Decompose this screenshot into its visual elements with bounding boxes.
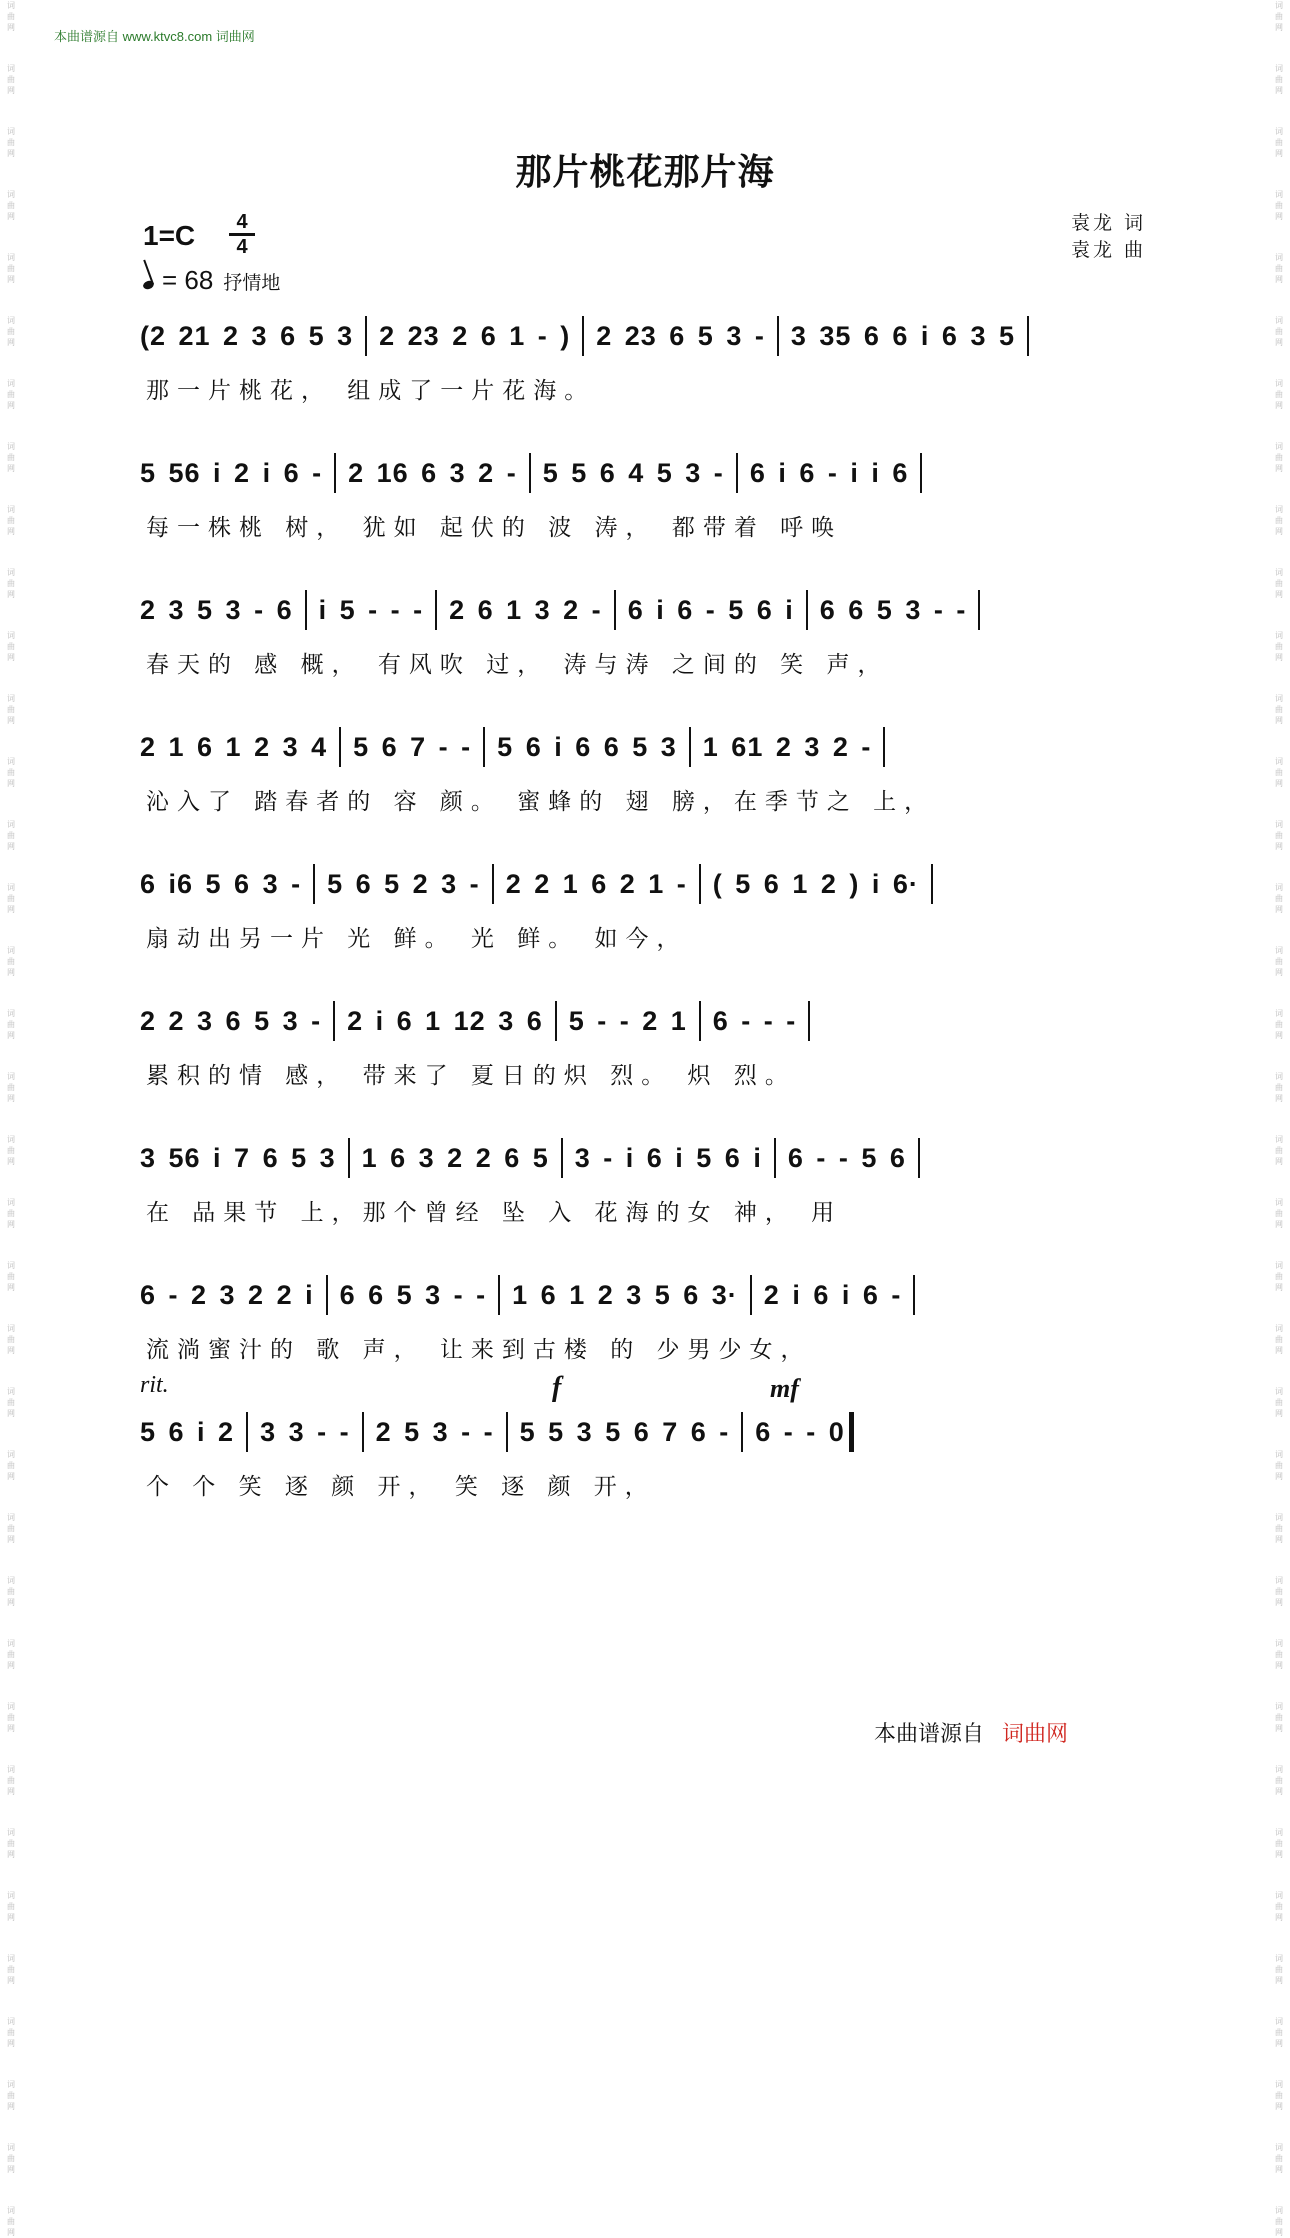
watermark-text: 词曲网 <box>1275 946 1283 977</box>
watermark-text: 词曲网 <box>7 505 15 536</box>
watermark-text: 词曲网 <box>7 2143 15 2174</box>
bar-line <box>582 316 584 356</box>
bar-line <box>918 1138 920 1178</box>
bar-line <box>689 727 691 767</box>
composer-credit: 袁龙 曲 <box>1070 239 1146 261</box>
watermark-text: 词曲网 <box>1275 2017 1283 2048</box>
score-system <box>140 711 1150 848</box>
ritardando-marking: rit. <box>140 1372 169 1398</box>
watermark-text: 词曲网 <box>7 1828 15 1859</box>
lyric-line: 累积的情 感， 带来了 夏日的炽 烈。 炽 烈。 <box>146 1063 796 1089</box>
measure: 2 23 2 6 1 - ) <box>379 320 571 351</box>
notes-row <box>140 300 1150 372</box>
lyric-line: 春天的 感 概， 有风吹 过， 涛与涛 之间的 笑 声， <box>146 652 889 678</box>
forte-marking: f <box>552 1372 562 1403</box>
lyric-line: 沁入了 踏春者的 容 颜。 蜜蜂的 翅 膀，在季节之 上， <box>146 789 936 815</box>
bar-line <box>362 1412 364 1452</box>
watermark-text: 词曲网 <box>7 2017 15 2048</box>
key-signature: 1=C <box>143 220 196 251</box>
score-system <box>140 985 1150 1122</box>
bar-line <box>529 453 531 493</box>
watermark-text: 词曲网 <box>1275 442 1283 473</box>
bar-line <box>334 453 336 493</box>
measure: 1 61 2 3 2 - <box>702 731 872 762</box>
notes-row <box>140 711 1150 783</box>
expression-marking: 抒情地 <box>223 272 281 294</box>
watermark-text: 词曲网 <box>1275 379 1283 410</box>
bar-line <box>561 1138 563 1178</box>
watermark-text: 词曲网 <box>7 883 15 914</box>
measure: 2 2 1 6 2 1 - <box>505 868 687 899</box>
watermark-text: 词曲网 <box>7 253 15 284</box>
watermark-text: 词曲网 <box>1275 1198 1283 1229</box>
watermark-text: 词曲网 <box>7 2206 15 2237</box>
notes-row <box>140 985 1150 1057</box>
source-line: 本曲谱源自 www.ktvc8.com 词曲网 <box>54 29 255 44</box>
watermark-text: 词曲网 <box>7 127 15 158</box>
watermark-text: 词曲网 <box>1275 1576 1283 1607</box>
measure: 5 6 i 2 <box>140 1416 235 1447</box>
time-signature <box>229 212 255 257</box>
lyric-line: 在 品果节 上，那个曾经 坠 入 花海的女 神， 用 <box>146 1200 843 1226</box>
watermark-text: 词曲网 <box>7 1387 15 1418</box>
bar-line <box>750 1275 752 1315</box>
measure: 6 i6 5 6 3 - <box>140 868 302 899</box>
bar-line <box>339 727 341 767</box>
watermark-text: 词曲网 <box>1275 127 1283 158</box>
bar-line <box>498 1275 500 1315</box>
footer-source <box>874 1717 1068 1748</box>
score-system <box>140 1122 1150 1259</box>
bar-line <box>741 1412 743 1452</box>
notes-row <box>140 574 1150 646</box>
watermark-text: 词曲网 <box>7 379 15 410</box>
measure: 2 6 1 3 2 - <box>449 594 602 625</box>
watermark-text: 词曲网 <box>1275 568 1283 599</box>
watermark-text: 词曲网 <box>7 64 15 95</box>
credits <box>1071 210 1146 264</box>
score-system <box>140 437 1150 574</box>
lyric-line: 扇动出另一片 光 鲜。 光 鲜。 如今， <box>146 926 688 952</box>
right-watermark-strip <box>1268 0 1290 2237</box>
watermark-text: 词曲网 <box>1275 820 1283 851</box>
watermark-text: 词曲网 <box>1275 316 1283 347</box>
measure: 6 i 6 - 5 6 i <box>627 594 794 625</box>
watermark-text: 词曲网 <box>7 1324 15 1355</box>
bar-line <box>1027 316 1029 356</box>
score-system <box>140 1259 1150 1396</box>
watermark-text: 词曲网 <box>1275 1891 1283 1922</box>
watermark-text: 词曲网 <box>1275 1135 1283 1166</box>
measure: 6 - - 0 <box>755 1416 845 1447</box>
measure: 3 - i 6 i 5 6 i <box>574 1142 762 1173</box>
bar-line <box>348 1138 350 1178</box>
watermark-text: 词曲网 <box>7 1072 15 1103</box>
bar-line <box>614 590 616 630</box>
watermark-text: 词曲网 <box>7 1 15 32</box>
score-system <box>140 848 1150 985</box>
bar-line <box>978 590 980 630</box>
bar-line <box>806 590 808 630</box>
bar-line <box>774 1138 776 1178</box>
bar-line <box>777 316 779 356</box>
bar-line <box>736 453 738 493</box>
measure: 1 6 1 2 3 5 6 3· <box>512 1279 738 1310</box>
watermark-text: 词曲网 <box>7 1891 15 1922</box>
watermark-text: 词曲网 <box>7 190 15 221</box>
watermark-text: 词曲网 <box>7 757 15 788</box>
watermark-text: 词曲网 <box>7 316 15 347</box>
bar-line <box>931 864 933 904</box>
watermark-text: 词曲网 <box>1275 2143 1283 2174</box>
measure: 5 5 6 4 5 3 - <box>542 457 724 488</box>
watermark-text: 词曲网 <box>1275 1009 1283 1040</box>
watermark-text: 词曲网 <box>7 1702 15 1733</box>
watermark-text: 词曲网 <box>1275 1387 1283 1418</box>
bar-line <box>313 864 315 904</box>
measure: 6 i 6 - i i 6 <box>749 457 909 488</box>
watermark-text: 词曲网 <box>7 820 15 851</box>
bar-line <box>333 1001 335 1041</box>
measure: 2 i 6 i 6 - <box>763 1279 902 1310</box>
notes-row <box>140 1122 1150 1194</box>
score-system <box>140 574 1150 711</box>
song-title: 那片桃花那片海 <box>515 152 775 193</box>
watermark-text: 词曲网 <box>7 442 15 473</box>
measure: 3 56 i 7 6 5 3 <box>140 1142 336 1173</box>
watermark-text: 词曲网 <box>7 1765 15 1796</box>
watermark-text: 词曲网 <box>7 1198 15 1229</box>
watermark-text: 词曲网 <box>7 1639 15 1670</box>
tempo-marking <box>143 265 280 296</box>
quarter-note-icon <box>142 279 155 290</box>
watermark-text: 词曲网 <box>7 1261 15 1292</box>
watermark-text: 词曲网 <box>1275 1072 1283 1103</box>
measure: 3 3 - - <box>260 1416 350 1447</box>
measure: 2 23 6 5 3 - <box>596 320 765 351</box>
bar-line <box>699 864 701 904</box>
footer-site-name: 词曲网 <box>1001 1722 1068 1747</box>
watermark-text: 词曲网 <box>7 694 15 725</box>
measure: 6 6 5 3 - - <box>339 1279 487 1310</box>
bar-line <box>849 1412 854 1452</box>
watermark-text: 词曲网 <box>1275 1261 1283 1292</box>
bar-line <box>246 1412 248 1452</box>
measure: 5 - - 2 1 <box>568 1005 687 1036</box>
watermark-text: 词曲网 <box>7 2080 15 2111</box>
score-system <box>140 300 1150 437</box>
watermark-text: 词曲网 <box>1275 64 1283 95</box>
watermark-text: 词曲网 <box>7 1135 15 1166</box>
bar-line <box>555 1001 557 1041</box>
watermark-text: 词曲网 <box>1275 505 1283 536</box>
tempo-value: = 68 <box>162 265 214 295</box>
bar-line <box>883 727 885 767</box>
lyric-line: 每一株桃 树， 犹如 起伏的 波 涛， 都带着 呼唤 <box>146 515 843 541</box>
measure: i 5 - - - <box>318 594 424 625</box>
watermark-text: 词曲网 <box>1275 1702 1283 1733</box>
watermark-text: 词曲网 <box>1275 1513 1283 1544</box>
measure: 5 6 i 6 6 5 3 <box>497 731 677 762</box>
measure: 2 3 5 3 - 6 <box>140 594 293 625</box>
footer-source-label: 本曲谱源自 <box>873 1722 984 1747</box>
watermark-text: 词曲网 <box>1275 190 1283 221</box>
lyric-line: 个 个 笑 逐 颜 开， 笑 逐 颜 开， <box>146 1474 656 1500</box>
lyric-line: 流淌蜜汁的 歌 声， 让来到古楼 的 少男少女， <box>146 1337 812 1363</box>
measure: 5 5 3 5 6 7 6 - <box>519 1416 730 1447</box>
measure: 5 6 7 - - <box>353 731 472 762</box>
watermark-text: 词曲网 <box>7 1513 15 1544</box>
score-system <box>140 1372 1150 1533</box>
bar-line <box>435 590 437 630</box>
measure: 2 5 3 - - <box>375 1416 494 1447</box>
bar-line <box>808 1001 810 1041</box>
watermark-text: 词曲网 <box>1275 1324 1283 1355</box>
measure: 2 2 3 6 5 3 - <box>140 1005 322 1036</box>
watermark-text: 词曲网 <box>1275 2080 1283 2111</box>
notes-row <box>140 848 1150 920</box>
time-denominator: 4 <box>236 236 248 258</box>
bar-line <box>699 1001 701 1041</box>
notes-row <box>140 1396 1150 1468</box>
measure: 6 6 5 3 - - <box>819 594 967 625</box>
watermark-text: 词曲网 <box>1275 694 1283 725</box>
left-watermark-strip <box>0 0 22 2237</box>
watermark-text: 词曲网 <box>1275 253 1283 284</box>
time-numerator: 4 <box>236 211 248 233</box>
measure: 2 16 6 3 2 - <box>348 457 517 488</box>
watermark-text: 词曲网 <box>1275 1954 1283 1985</box>
watermark-text: 词曲网 <box>1275 1765 1283 1796</box>
watermark-text: 词曲网 <box>1275 1 1283 32</box>
bar-line <box>365 316 367 356</box>
measure: 1 6 3 2 2 6 5 <box>361 1142 549 1173</box>
watermark-text: 词曲网 <box>7 1009 15 1040</box>
watermark-text: 词曲网 <box>7 568 15 599</box>
watermark-text: 词曲网 <box>7 1954 15 1985</box>
lyricist-credit: 袁龙 词 <box>1070 212 1146 234</box>
notes-row <box>140 437 1150 509</box>
bar-line <box>483 727 485 767</box>
lyric-line: 那一片桃花， 组成了一片花海。 <box>146 378 596 404</box>
measure: ( 5 6 1 2 ) i 6· <box>712 868 919 899</box>
mezzo-forte-marking: mf <box>770 1374 799 1403</box>
measure: 6 - 2 3 2 2 i <box>140 1279 314 1310</box>
watermark-text: 词曲网 <box>1275 757 1283 788</box>
watermark-text: 词曲网 <box>1275 1639 1283 1670</box>
bar-line <box>506 1412 508 1452</box>
measure: 2 1 6 1 2 3 4 <box>140 731 328 762</box>
measure: (2 21 2 3 6 5 3 <box>140 320 354 351</box>
watermark-text: 词曲网 <box>7 631 15 662</box>
watermark-text: 词曲网 <box>1275 1450 1283 1481</box>
measure: 2 i 6 1 12 3 6 <box>347 1005 543 1036</box>
score-systems <box>140 300 1150 1533</box>
bar-line <box>920 453 922 493</box>
measure: 5 6 5 2 3 - <box>327 868 480 899</box>
bar-line <box>326 1275 328 1315</box>
watermark-text: 词曲网 <box>1275 2206 1283 2237</box>
measure: 6 - - - <box>712 1005 797 1036</box>
notes-row <box>140 1259 1150 1331</box>
watermark-text: 词曲网 <box>7 1576 15 1607</box>
measure: 5 56 i 2 i 6 - <box>140 457 323 488</box>
watermark-text: 词曲网 <box>1275 1828 1283 1859</box>
bar-line <box>913 1275 915 1315</box>
measure: 3 35 6 6 i 6 3 5 <box>790 320 1015 351</box>
bar-line <box>305 590 307 630</box>
watermark-text: 词曲网 <box>7 946 15 977</box>
watermark-text: 词曲网 <box>1275 631 1283 662</box>
watermark-text: 词曲网 <box>7 1450 15 1481</box>
measure: 6 - - 5 6 <box>787 1142 906 1173</box>
bar-line <box>492 864 494 904</box>
watermark-text: 词曲网 <box>1275 883 1283 914</box>
